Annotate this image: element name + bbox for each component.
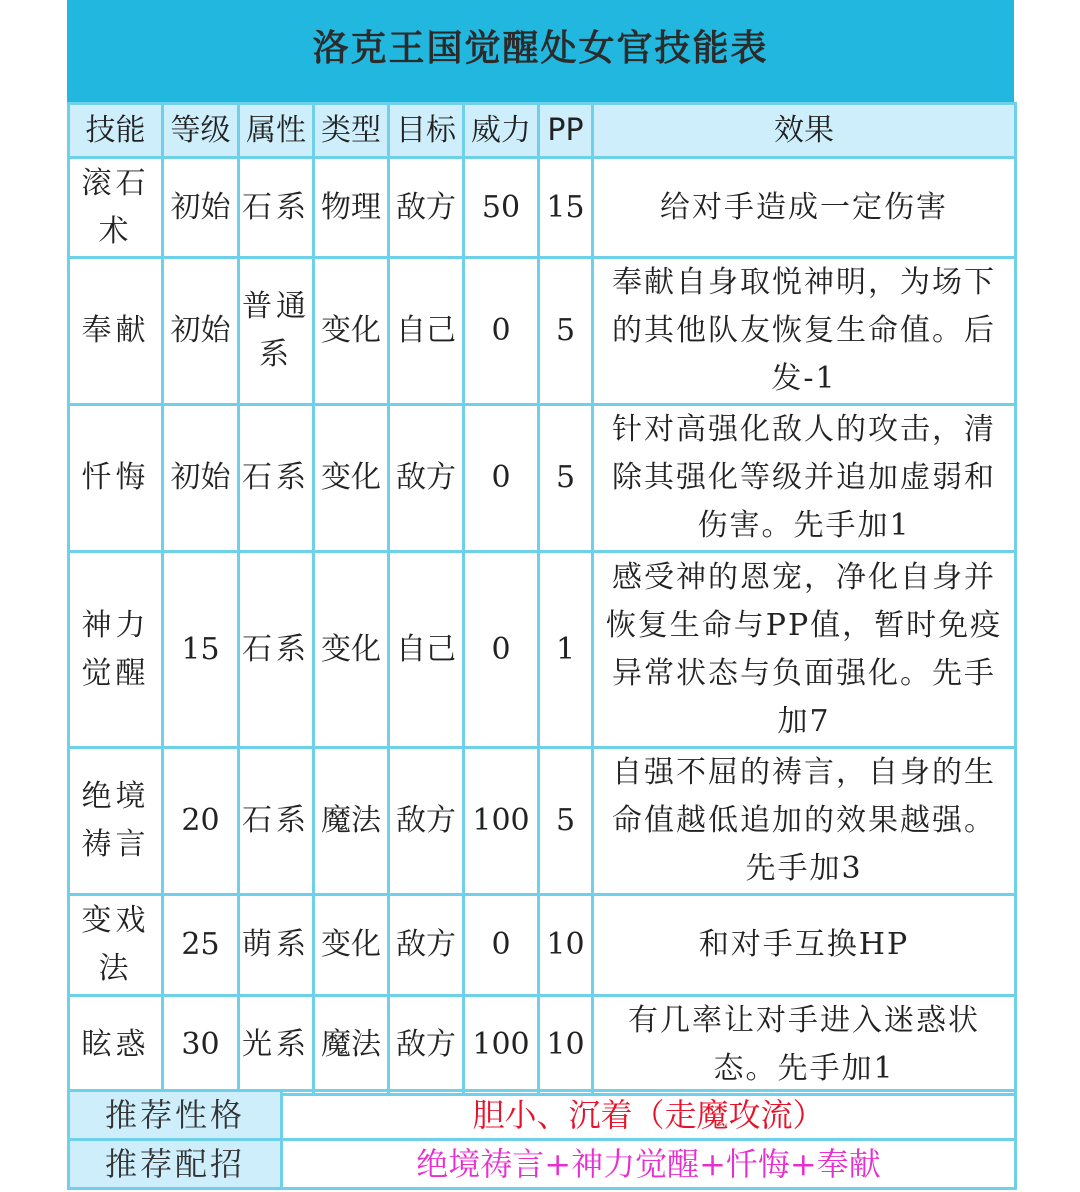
skill-name: 滚石术 [69, 158, 163, 258]
skill-effect: 和对手互换HP [593, 895, 1016, 996]
table-row [69, 552, 1016, 748]
recommendation-table [67, 1089, 1017, 1190]
skill-level: 初始 [163, 258, 239, 405]
skill-level: 初始 [163, 405, 239, 552]
nature-label: 推荐性格 [69, 1091, 282, 1140]
skill-power: 50 [464, 158, 539, 258]
skill-power: 100 [464, 996, 539, 1095]
skill-level: 15 [163, 552, 239, 748]
moves-label: 推荐配招 [69, 1140, 282, 1189]
skill-type: 魔法 [314, 996, 389, 1095]
skill-target: 自己 [389, 258, 464, 405]
header-attribute: 属性 [239, 104, 314, 158]
nature-value: 胆小、沉着（走魔攻流） [282, 1091, 1016, 1140]
skill-type: 变化 [314, 552, 389, 748]
header-target: 目标 [389, 104, 464, 158]
skill-name: 变戏法 [69, 895, 163, 996]
skill-name: 眩惑 [69, 996, 163, 1095]
skill-attribute: 光系 [239, 996, 314, 1095]
skill-pp: 5 [539, 748, 593, 895]
skill-type: 变化 [314, 258, 389, 405]
skill-pp: 15 [539, 158, 593, 258]
table-row [69, 258, 1016, 405]
skill-attribute: 石系 [239, 158, 314, 258]
header-pp: PP [539, 104, 593, 158]
skill-target: 敌方 [389, 895, 464, 996]
skill-name: 奉献 [69, 258, 163, 405]
skill-power: 0 [464, 895, 539, 996]
table-row [69, 996, 1016, 1095]
page-title: 洛克王国觉醒处女官技能表 [312, 27, 769, 69]
table-row [69, 405, 1016, 552]
moves-row [69, 1140, 1016, 1189]
skill-pp: 10 [539, 895, 593, 996]
skill-target: 敌方 [389, 748, 464, 895]
moves-value: 绝境祷言+神力觉醒+忏悔+奉献 [282, 1140, 1016, 1189]
header-row [69, 104, 1016, 158]
skill-pp: 10 [539, 996, 593, 1095]
table-row [69, 895, 1016, 996]
skill-effect: 奉献自身取悦神明，为场下的其他队友恢复生命值。后发-1 [593, 258, 1016, 405]
skill-table [67, 102, 1017, 1096]
skill-level: 20 [163, 748, 239, 895]
skill-type: 变化 [314, 405, 389, 552]
skill-effect: 感受神的恩宠，净化自身并恢复生命与PP值，暂时免疫异常状态与负面强化。先手加7 [593, 552, 1016, 748]
skill-sheet [67, 0, 1014, 1192]
skill-effect: 针对高强化敌人的攻击，清除其强化等级并追加虚弱和伤害。先手加1 [593, 405, 1016, 552]
skill-level: 初始 [163, 158, 239, 258]
skill-attribute: 石系 [239, 748, 314, 895]
skill-pp: 5 [539, 258, 593, 405]
skill-type: 魔法 [314, 748, 389, 895]
header-power: 威力 [464, 104, 539, 158]
skill-name: 绝境祷言 [69, 748, 163, 895]
skill-effect: 自强不屈的祷言，自身的生命值越低追加的效果越强。先手加3 [593, 748, 1016, 895]
skill-pp: 5 [539, 405, 593, 552]
skill-attribute: 萌系 [239, 895, 314, 996]
skill-target: 敌方 [389, 996, 464, 1095]
skill-type: 物理 [314, 158, 389, 258]
header-type: 类型 [314, 104, 389, 158]
header-skill: 技能 [69, 104, 163, 158]
table-row [69, 748, 1016, 895]
skill-type: 变化 [314, 895, 389, 996]
nature-row [69, 1091, 1016, 1140]
skill-pp: 1 [539, 552, 593, 748]
title-bar [67, 0, 1014, 102]
header-level: 等级 [163, 104, 239, 158]
skill-target: 自己 [389, 552, 464, 748]
skill-target: 敌方 [389, 405, 464, 552]
skill-power: 0 [464, 258, 539, 405]
skill-level: 30 [163, 996, 239, 1095]
skill-effect: 给对手造成一定伤害 [593, 158, 1016, 258]
skill-attribute: 石系 [239, 405, 314, 552]
skill-power: 100 [464, 748, 539, 895]
skill-target: 敌方 [389, 158, 464, 258]
skill-effect: 有几率让对手进入迷惑状态。先手加1 [593, 996, 1016, 1095]
skill-attribute: 普通系 [239, 258, 314, 405]
skill-attribute: 石系 [239, 552, 314, 748]
header-effect: 效果 [593, 104, 1016, 158]
skill-level: 25 [163, 895, 239, 996]
skill-name: 忏悔 [69, 405, 163, 552]
skill-name: 神力觉醒 [69, 552, 163, 748]
skill-power: 0 [464, 552, 539, 748]
skill-power: 0 [464, 405, 539, 552]
table-row [69, 158, 1016, 258]
